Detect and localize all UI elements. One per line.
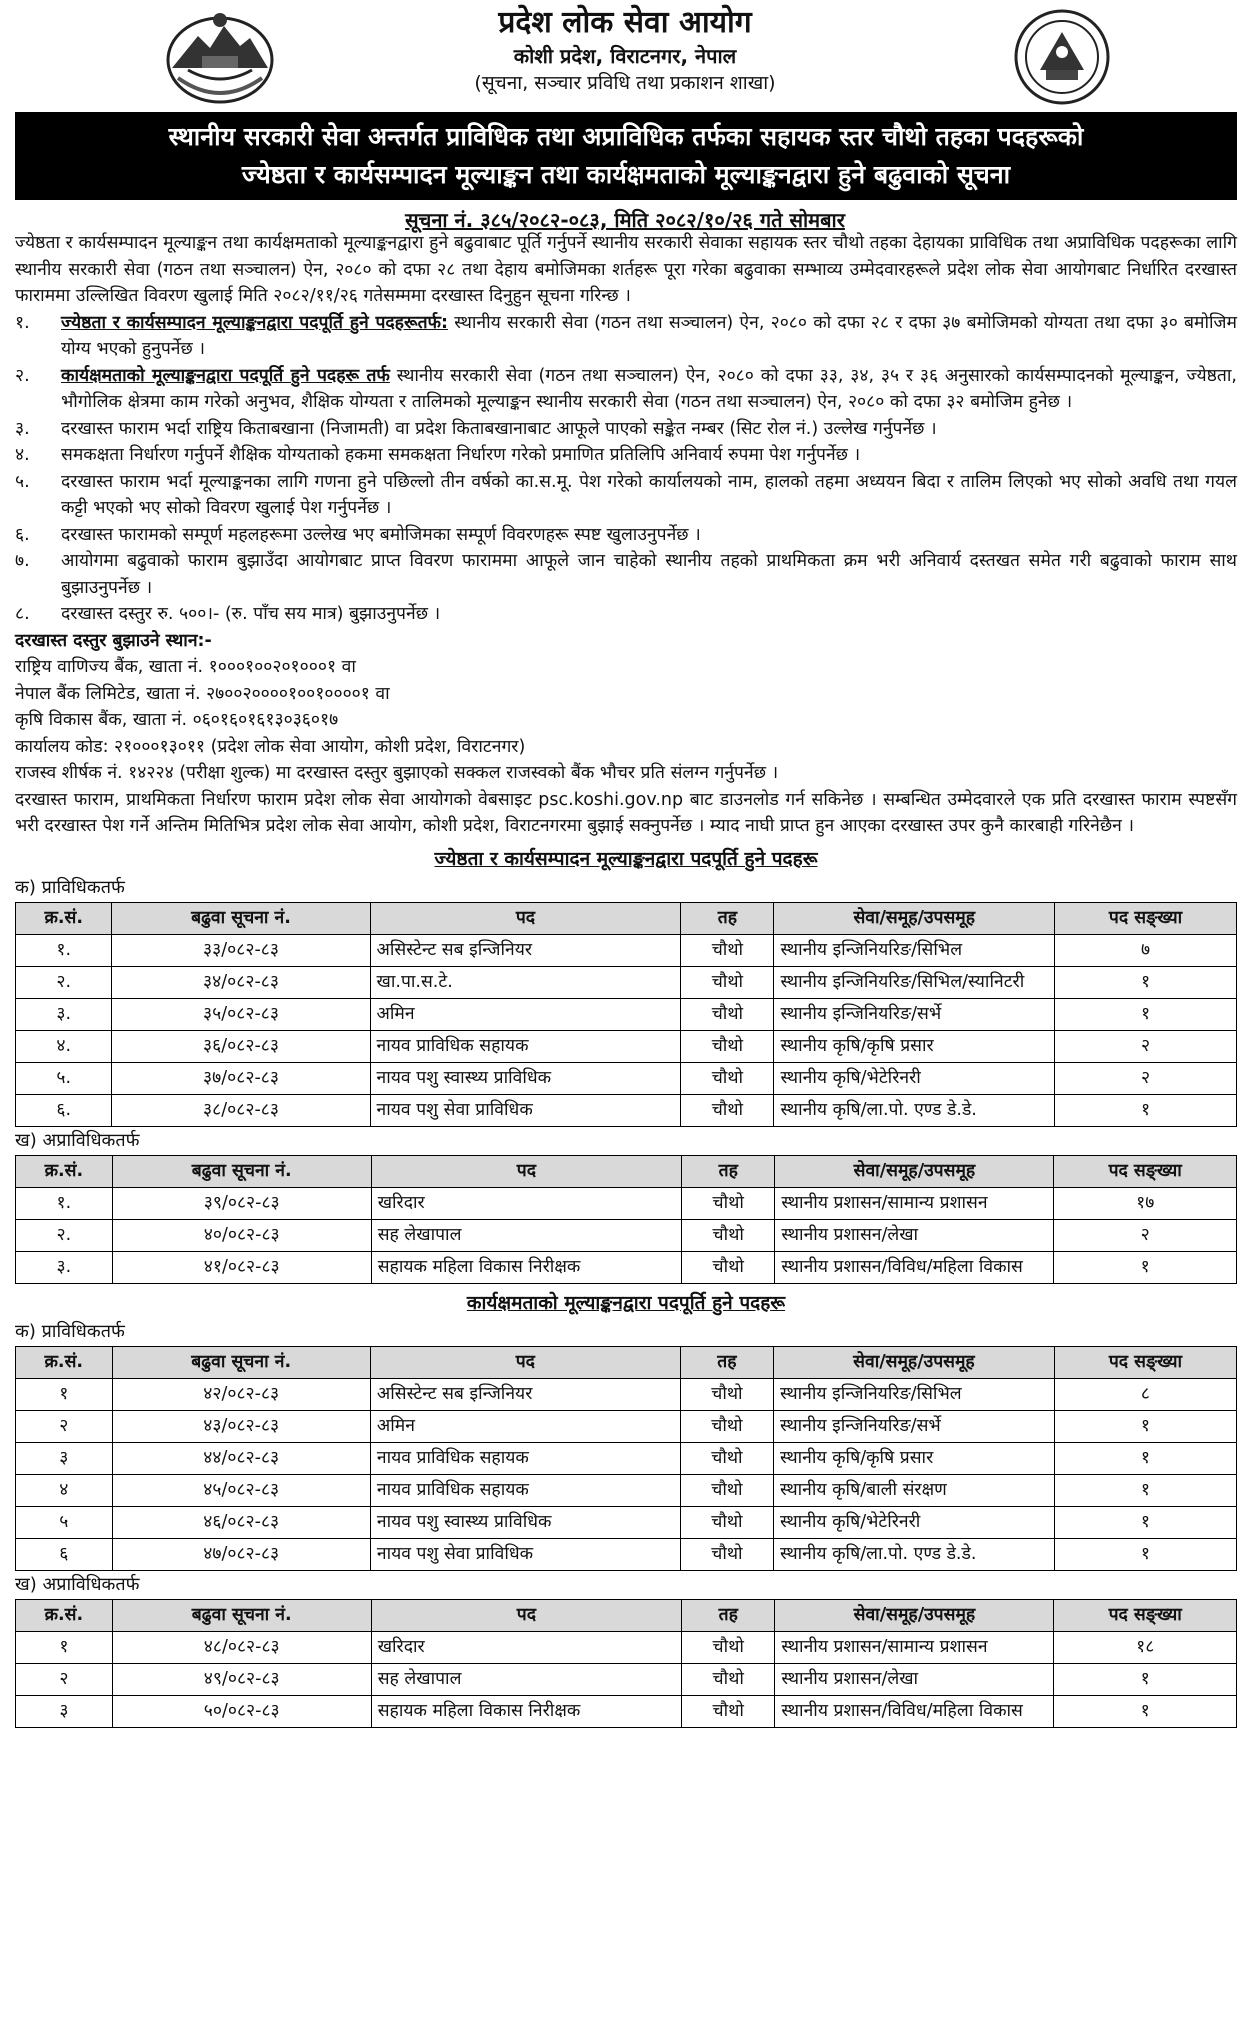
column-header: सेवा/समूह/उपसमूह — [774, 902, 1055, 934]
table-body — [16, 1187, 1237, 1283]
table-cell: १ — [16, 1631, 113, 1663]
table-header-row — [16, 1599, 1237, 1631]
table-cell: स्थानीय कृषि/ला.पो. एण्ड डे.डे. — [773, 1538, 1054, 1570]
fee-line: कृषि विकास बैंक, खाता नं. ०६०१६०१६१३०३६०१७ — [15, 710, 339, 730]
column-header: क्र.सं. — [16, 1155, 113, 1187]
table-cell: १ — [1054, 1410, 1236, 1442]
column-header: पद सङ्ख्या — [1054, 1346, 1236, 1378]
table-cell: अमिन — [370, 998, 681, 1030]
table-cell: स्थानीय इन्जिनियरिङ/सिभिल — [773, 1378, 1054, 1410]
notice-number — [0, 208, 1250, 232]
table-cell: खरिदार — [371, 1187, 681, 1219]
condition-text — [61, 363, 1237, 416]
condition-number: ४. — [15, 445, 30, 465]
table-cell: चौथो — [681, 966, 774, 998]
table-cell: चौथो — [681, 1094, 774, 1126]
table-cell: चौथो — [682, 1695, 775, 1727]
table-cell: स्थानीय कृषि/भेटेरिनरी — [773, 1506, 1054, 1538]
table-cell: १ — [1054, 1251, 1237, 1283]
table-row — [16, 1663, 1237, 1695]
table-cell: चौथो — [681, 998, 774, 1030]
condition-body: दरखास्त फाराम भर्दा राष्ट्रिय किताबखाना (निजामती) वा प्रदेश किताबखानाबाट आफूले पाएको सङ्केत नम्बर (सिट रोल नं.) उल्लेख गर्नुपर्नेछ । — [61, 418, 937, 439]
posts-table — [15, 902, 1237, 1127]
table-row — [16, 1474, 1237, 1506]
table-cell: नायव प्राविधिक सहायक — [370, 1030, 681, 1062]
nepal-emblem-icon — [158, 8, 282, 106]
condition-body: समकक्षता निर्धारण गर्नुपर्ने शैक्षिक योग्यताको हकमा समकक्षता निर्धारण गरेको प्रमाणित प्रतिलिपि अनिवार्य रुपमा पेश गर्नुपर्नेछ । — [61, 445, 861, 465]
table-cell: १ — [1055, 966, 1237, 998]
table-cell: चौथो — [680, 1378, 773, 1410]
column-header: तह — [682, 1599, 775, 1631]
table-header-row — [16, 902, 1237, 934]
header — [0, 0, 1250, 108]
table-cell: ४. — [16, 1030, 112, 1062]
condition-number: २. — [15, 365, 30, 386]
column-header: पद — [370, 1346, 680, 1378]
table-row — [16, 1219, 1237, 1251]
condition-text — [61, 548, 1237, 601]
table-cell: ६. — [16, 1094, 112, 1126]
condition-item — [15, 469, 1237, 522]
table-cell: ४८/०८२-८३ — [112, 1631, 371, 1663]
table-cell: ३. — [16, 1251, 113, 1283]
column-header: बढुवा सूचना नं. — [112, 902, 370, 934]
table-cell: १ — [1054, 1474, 1236, 1506]
posts-table — [15, 1346, 1237, 1571]
table-cell: अमिन — [370, 1410, 680, 1442]
column-header: पद सङ्ख्या — [1054, 1155, 1237, 1187]
table-cell: ३९/०८२-८३ — [112, 1187, 371, 1219]
banner-line-2: ज्येष्ठता र कार्यसम्पादन मूल्याङ्कन तथा कार्यक्षमताको मूल्याङ्कनद्वारा हुने बढुवाको सूचना — [241, 160, 1011, 189]
table-row — [16, 1187, 1237, 1219]
table-cell: १. — [16, 934, 112, 966]
table-cell: ३८/०८२-८३ — [112, 1094, 370, 1126]
table-cell: ४ — [16, 1474, 113, 1506]
fee-line: नेपाल बैंक लिमिटेड, खाता नं. २७००२००००१००१००००१ वा — [15, 683, 390, 704]
condition-body: दरखास्त फारामको सम्पूर्ण महलहरूमा उल्लेख भए बमोजिमका सम्पूर्ण विवरणहरू स्पष्ट खुलाउनुपर्नेछ । — [61, 524, 701, 545]
condition-text — [61, 601, 1237, 628]
table-cell: १ — [16, 1378, 113, 1410]
table-row — [16, 966, 1237, 998]
column-header: बढुवा सूचना नं. — [112, 1599, 371, 1631]
table-head — [16, 1155, 1237, 1187]
table-cell: स्थानीय इन्जिनियरिङ/सिभिल — [774, 934, 1055, 966]
table-cell: स्थानीय प्रशासन/सामान्य प्रशासन — [775, 1187, 1054, 1219]
condition-number: ६. — [15, 524, 30, 545]
commission-seal-icon — [1010, 8, 1114, 106]
column-header: क्र.सं. — [16, 902, 112, 934]
table-head — [16, 902, 1237, 934]
table-cell: १ — [1054, 1506, 1236, 1538]
table-cell: नायव प्राविधिक सहायक — [370, 1442, 680, 1474]
table-cell: सहायक महिला विकास निरीक्षक — [371, 1695, 681, 1727]
table-header-row — [16, 1155, 1237, 1187]
table-body — [16, 1631, 1237, 1727]
table-cell: ५ — [16, 1506, 113, 1538]
table-cell: स्थानीय कृषि/भेटेरिनरी — [774, 1062, 1055, 1094]
table-cell: १ — [1055, 1094, 1237, 1126]
table-cell: चौथो — [682, 1187, 775, 1219]
table-cell: ४५/०८२-८३ — [112, 1474, 370, 1506]
table-cell: ३४/०८२-८३ — [112, 966, 370, 998]
condition-item — [15, 522, 1237, 549]
column-header: बढुवा सूचना नं. — [112, 1346, 370, 1378]
table-header-row — [16, 1346, 1237, 1378]
table-cell: १ — [1055, 998, 1237, 1030]
table-cell: सहायक महिला विकास निरीक्षक — [371, 1251, 681, 1283]
table-cell: ४७/०८२-८३ — [112, 1538, 370, 1570]
table-cell: ८ — [1054, 1378, 1236, 1410]
intro-paragraph: ज्येष्ठता र कार्यसम्पादन मूल्याङ्कन तथा कार्यक्षमताको मूल्याङ्कनद्वारा हुने बढुवाबाट पूर्ति गर्नुपर्ने स्थानीय सरकारी सेवाका सहायक स्तर चौथो तहका देहायका प्राविधिक तथा अप्राविधिक पदहरूका लागि स्थानीय सरकारी सेवा (गठन तथा सञ्चालन) ऐन, २०८० को दफा २८ तथा देहाय बमोजिमका शर्तहरू पूरा गरेका बढुवाका सम्भाव्य उम्मेदवारहरूले प्रदेश लोक सेवा आयोगबाट निर्धारित दरखास्त फाराममा उल्लिखित विवरण खुलाई मिति २०८२/११/२६ गतेसम्ममा दरखास्त दिनुहुन सूचना गरिन्छ । — [15, 233, 1237, 306]
column-header: तह — [682, 1155, 775, 1187]
fee-line: राष्ट्रिय वाणिज्य बैंक, खाता नं. १०००१००२०१०००१ वा — [15, 657, 356, 677]
banner-line-1: स्थानीय सरकारी सेवा अन्तर्गत प्राविधिक तथा अप्राविधिक तर्फका सहायक स्तर चौथो तहका पदहरूको — [168, 122, 1084, 151]
condition-text — [61, 522, 1237, 549]
table-cell: २. — [16, 966, 112, 998]
column-header: तह — [680, 1346, 773, 1378]
table-cell: २ — [1055, 1062, 1237, 1094]
table-row — [16, 1030, 1237, 1062]
table-cell: चौथो — [682, 1631, 775, 1663]
posts-table — [15, 1599, 1237, 1728]
table-cell: ४४/०८२-८३ — [112, 1442, 370, 1474]
column-header: पद — [371, 1599, 681, 1631]
table-cell: २ — [16, 1663, 113, 1695]
table-cell: २ — [16, 1410, 113, 1442]
table-row — [16, 1695, 1237, 1727]
fee-line: कार्यालय कोड: २१०००१३०११ (प्रदेश लोक सेवा आयोग, कोशी प्रदेश, विराटनगर) — [15, 736, 526, 757]
table-cell: ४२/०८२-८३ — [112, 1378, 370, 1410]
condition-item — [15, 548, 1237, 601]
notice-number-text: सूचना नं. ३८५/२०८२-०८३, मिति २०८२/१०/२६ गते सोमबार — [405, 208, 845, 232]
column-header: पद — [371, 1155, 681, 1187]
table-cell: ४६/०८२-८३ — [112, 1506, 370, 1538]
table-cell: ३६/०८२-८३ — [112, 1030, 370, 1062]
posts-table — [15, 1155, 1237, 1284]
notice-banner — [15, 112, 1237, 200]
fee-details — [15, 654, 1237, 787]
group-label: ख) अप्राविधिकतर्फ — [15, 1129, 140, 1151]
condition-number: ५. — [15, 471, 30, 492]
table-cell: नायव पशु स्वास्थ्य प्राविधिक — [370, 1062, 681, 1094]
table-head — [16, 1599, 1237, 1631]
table-cell: सह लेखापाल — [371, 1219, 681, 1251]
condition-body: स्थानीय सरकारी सेवा (गठन तथा सञ्चालन) ऐन, २०८० को दफा ३३, ३४, ३५ र ३६ अनुसारको कार्यसम्पादनको मूल्याङ्कन, ज्येष्ठता, भौगोलिक क्षेत्रमा काम गरेको अनुभव, शैक्षिक योग्यता र तालिमको मूल्याङ्कन स्थानीय सरकारी सेवा (गठन तथा सञ्चालन) ऐन, २०८० को दफा ३२ बमोजिम हुनेछ । — [61, 365, 1237, 412]
table-cell: असिस्टेन्ट सब इन्जिनियर — [370, 1378, 680, 1410]
table-cell: चौथो — [680, 1410, 773, 1442]
table-cell: स्थानीय प्रशासन/लेखा — [775, 1663, 1054, 1695]
table-cell: ४०/०८२-८३ — [112, 1219, 371, 1251]
condition-item — [15, 363, 1237, 416]
condition-body: आयोगमा बढुवाको फाराम बुझाउँदा आयोगबाट प्राप्त विवरण फाराममा आफूले जान चाहेको स्थानीय तहको प्राथमिकता क्रम भरी अनिवार्य दस्तखत समेत गरी बढुवाको फाराम साथ बुझाउनुपर्नेछ । — [61, 551, 1237, 598]
table-cell: चौथो — [681, 1030, 774, 1062]
closing-paragraph: दरखास्त फाराम, प्राथमिकता निर्धारण फाराम प्रदेश लोक सेवा आयोगको वेबसाइट psc.koshi.gov.np बाट डाउनलोड गर्न सकिनेछ । सम्बन्धित उम्मेदवारले एक प्रति दरखास्त फाराम स्पष्टसँग भरी दरखास्त पेश गर्ने अन्तिम मितिभित्र प्रदेश लोक सेवा आयोग, कोशी प्रदेश, विराटनगरमा बुझाई सक्नुपर्नेछ । म्याद नाघी प्राप्त हुन आएका दरखास्त उपर कुनै कारबाही गरिनेछैन । — [15, 789, 1237, 836]
table-cell: असिस्टेन्ट सब इन्जिनियर — [370, 934, 681, 966]
table-cell: ५. — [16, 1062, 112, 1094]
table-cell: २ — [1054, 1219, 1237, 1251]
condition-item — [15, 601, 1237, 628]
table-cell: चौथो — [682, 1219, 775, 1251]
condition-text — [61, 442, 1237, 469]
org-branch: (सूचना, सञ्चार प्रविधि तथा प्रकाशन शाखा) — [474, 72, 776, 94]
column-header: पद सङ्ख्या — [1054, 1599, 1237, 1631]
table-cell: १ — [1054, 1442, 1236, 1474]
column-header: सेवा/समूह/उपसमूह — [775, 1599, 1054, 1631]
table-cell: १८ — [1054, 1631, 1237, 1663]
fee-line: राजस्व शीर्षक नं. १४२२४ (परीक्षा शुल्क) मा दरखास्त दस्तुर बुझाएको सक्कल राजस्वको बैंक भौचर प्रति संलग्न गर्नुपर्नेछ । — [15, 763, 779, 783]
table-cell: ४९/०८२-८३ — [112, 1663, 371, 1695]
table-cell: स्थानीय कृषि/कृषि प्रसार — [774, 1030, 1055, 1062]
table-cell: स्थानीय इन्जिनियरिङ/सर्भे — [774, 998, 1055, 1030]
condition-item — [15, 310, 1237, 363]
column-header: क्र.सं. — [16, 1599, 113, 1631]
condition-item — [15, 442, 1237, 469]
table-cell: चौथो — [680, 1474, 773, 1506]
condition-text — [61, 310, 1237, 363]
header-text — [300, 4, 950, 97]
column-header: सेवा/समूह/उपसमूह — [773, 1346, 1054, 1378]
table-cell: ३५/०८२-८३ — [112, 998, 370, 1030]
table-cell: ७ — [1055, 934, 1237, 966]
table-cell: ३ — [16, 1695, 113, 1727]
table-cell: ५०/०८२-८३ — [112, 1695, 371, 1727]
table-row — [16, 1442, 1237, 1474]
condition-number: ७. — [15, 551, 30, 571]
group-label: ख) अप्राविधिकतर्फ — [15, 1573, 140, 1595]
table-cell: चौथो — [682, 1251, 775, 1283]
condition-heading: ज्येष्ठता र कार्यसम्पादन मूल्याङ्कनद्वारा पदपूर्ति हुने पदहरूतर्फ: — [61, 312, 449, 333]
table-cell: ६ — [16, 1538, 113, 1570]
table-cell: स्थानीय इन्जिनियरिङ/सर्भे — [773, 1410, 1054, 1442]
table-body — [16, 934, 1237, 1126]
table-cell: ४१/०८२-८३ — [112, 1251, 371, 1283]
condition-body: दरखास्त फाराम भर्दा मूल्याङ्कनका लागि गणना हुने पछिल्लो तीन वर्षको का.स.मू. पेश गरेको कार्यालयको नाम, हालको तहमा अध्ययन बिदा र तालिम लिएको भए सोको अवधि तथा गयल कट्टी भएको भए सोको विवरण खुलाई पेश गर्नुपर्नेछ । — [61, 471, 1237, 518]
condition-text — [61, 416, 1237, 443]
table-row — [16, 1631, 1237, 1663]
table-cell: नायव पशु सेवा प्राविधिक — [370, 1538, 680, 1570]
group-label: क) प्राविधिकतर्फ — [15, 876, 125, 898]
table-cell: चौथो — [680, 1506, 773, 1538]
table-cell: १ — [1054, 1538, 1236, 1570]
table-body — [16, 1378, 1237, 1570]
column-header: पद — [370, 902, 681, 934]
table-cell: १ — [1054, 1695, 1237, 1727]
table-cell: स्थानीय इन्जिनियरिङ/सिभिल/स्यानिटरी — [774, 966, 1055, 998]
table-cell: खरिदार — [371, 1631, 681, 1663]
group-label: क) प्राविधिकतर्फ — [15, 1320, 125, 1342]
table-row — [16, 998, 1237, 1030]
column-header: पद सङ्ख्या — [1055, 902, 1237, 934]
table-cell: नायव पशु सेवा प्राविधिक — [370, 1094, 681, 1126]
posts-tables — [15, 844, 1237, 1728]
condition-text — [61, 469, 1237, 522]
table-row — [16, 1062, 1237, 1094]
table-cell: नायव पशु स्वास्थ्य प्राविधिक — [370, 1506, 680, 1538]
table-row — [16, 1094, 1237, 1126]
condition-heading: कार्यक्षमताको मूल्याङ्कनद्वारा पदपूर्ति हुने पदहरू तर्फ — [61, 365, 390, 386]
table-row — [16, 1251, 1237, 1283]
column-header: क्र.सं. — [16, 1346, 113, 1378]
table-cell: चौथो — [681, 934, 774, 966]
table-cell: स्थानीय प्रशासन/विविध/महिला विकास — [775, 1251, 1054, 1283]
table-cell: १ — [1054, 1663, 1237, 1695]
table-cell: चौथो — [680, 1538, 773, 1570]
table-cell: स्थानीय कृषि/बाली संरक्षण — [773, 1474, 1054, 1506]
table-cell: चौथो — [682, 1663, 775, 1695]
table-head — [16, 1346, 1237, 1378]
table-cell: १७ — [1054, 1187, 1237, 1219]
table-cell: २ — [1055, 1030, 1237, 1062]
fee-heading: दरखास्त दस्तुर बुझाउने स्थान:- — [15, 630, 212, 651]
table-cell: स्थानीय प्रशासन/सामान्य प्रशासन — [775, 1631, 1054, 1663]
table-row — [16, 934, 1237, 966]
table-cell: सह लेखापाल — [371, 1663, 681, 1695]
table-cell: २. — [16, 1219, 113, 1251]
table-cell: ३ — [16, 1442, 113, 1474]
table-cell: ३. — [16, 998, 112, 1030]
table-cell: ३७/०८२-८३ — [112, 1062, 370, 1094]
table-row — [16, 1506, 1237, 1538]
column-header: बढुवा सूचना नं. — [112, 1155, 371, 1187]
condition-number: ८. — [15, 604, 30, 624]
section-title: कार्यक्षमताको मूल्याङ्कनद्वारा पदपूर्ति हुने पदहरू — [466, 1291, 786, 1314]
condition-body: दरखास्त दस्तुर रु. ५००।- (रु. पाँच सय मात्र) बुझाउनुपर्नेछ । — [61, 604, 441, 624]
table-cell: स्थानीय प्रशासन/विविध/महिला विकास — [775, 1695, 1054, 1727]
table-cell: चौथो — [680, 1442, 773, 1474]
condition-number: ३. — [15, 418, 30, 439]
conditions-list — [15, 310, 1237, 628]
org-location: कोशी प्रदेश, विराटनगर, नेपाल — [513, 44, 737, 68]
table-cell: चौथो — [681, 1062, 774, 1094]
condition-number: १. — [15, 312, 30, 333]
table-row — [16, 1378, 1237, 1410]
table-cell: १. — [16, 1187, 113, 1219]
table-row — [16, 1410, 1237, 1442]
table-row — [16, 1538, 1237, 1570]
table-cell: स्थानीय कृषि/कृषि प्रसार — [773, 1442, 1054, 1474]
org-title: प्रदेश लोक सेवा आयोग — [498, 5, 752, 40]
table-cell: ३३/०८२-८३ — [112, 934, 370, 966]
table-cell: स्थानीय कृषि/ला.पो. एण्ड डे.डे. — [774, 1094, 1055, 1126]
table-cell: खा.पा.स.टे. — [370, 966, 681, 998]
condition-body: स्थानीय सरकारी सेवा (गठन तथा सञ्चालन) ऐन, २०८० को दफा २८ र दफा ३७ बमोजिमको योग्यता तथा दफा ३० बमोजिम योग्य भएको हुनुपर्नेछ । — [61, 312, 1237, 359]
table-cell: ४३/०८२-८३ — [112, 1410, 370, 1442]
column-header: सेवा/समूह/उपसमूह — [775, 1155, 1054, 1187]
table-cell: स्थानीय प्रशासन/लेखा — [775, 1219, 1054, 1251]
condition-item — [15, 416, 1237, 443]
column-header: तह — [681, 902, 774, 934]
table-cell: नायव प्राविधिक सहायक — [370, 1474, 680, 1506]
section-title: ज्येष्ठता र कार्यसम्पादन मूल्याङ्कनद्वारा पदपूर्ति हुने पदहरू — [434, 847, 818, 870]
notice-body — [15, 230, 1237, 1728]
